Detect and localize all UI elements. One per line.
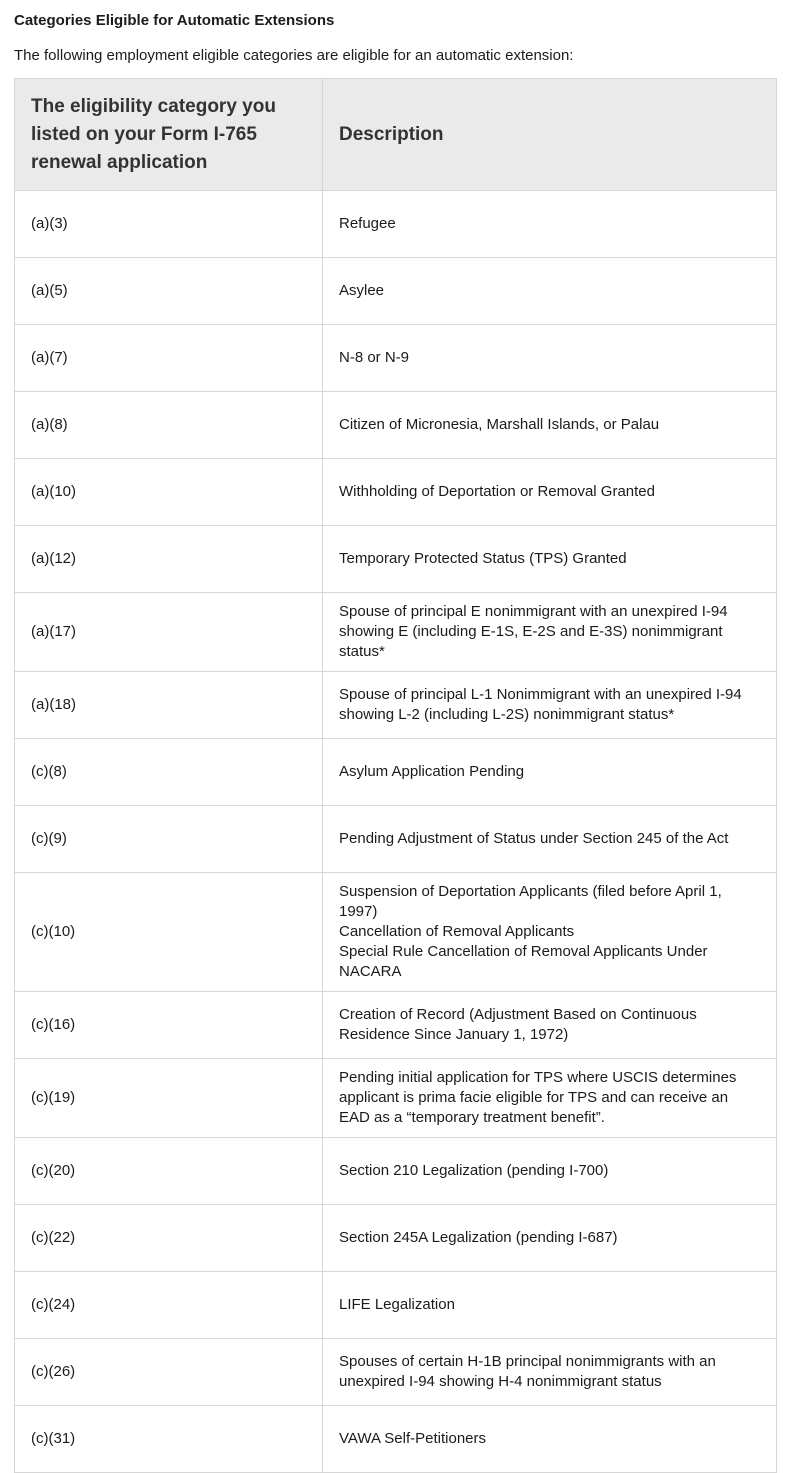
description-line: VAWA Self-Petitioners	[339, 1430, 486, 1447]
category-cell: (a)(5)	[15, 258, 323, 325]
category-cell: (a)(18)	[15, 672, 323, 739]
table-row	[15, 739, 777, 806]
table-row	[15, 1406, 777, 1473]
table-row	[15, 526, 777, 593]
table-body	[15, 191, 777, 1473]
table-row	[15, 1138, 777, 1205]
description-cell	[323, 392, 777, 459]
category-cell: (a)(8)	[15, 392, 323, 459]
description-cell	[323, 459, 777, 526]
table-row	[15, 873, 777, 992]
table-row	[15, 392, 777, 459]
header-description: Description	[323, 79, 777, 191]
table-header-row	[15, 79, 777, 191]
header-category: The eligibility category you listed on your Form I-765 renewal application	[15, 79, 323, 191]
table-row	[15, 806, 777, 873]
category-cell: (c)(26)	[15, 1339, 323, 1406]
category-cell: (c)(22)	[15, 1205, 323, 1272]
category-cell: (a)(3)	[15, 191, 323, 258]
eligibility-table	[14, 78, 777, 1473]
category-cell: (c)(8)	[15, 739, 323, 806]
description-line: LIFE Legalization	[339, 1296, 455, 1313]
description-line: Spouse of principal E nonimmigrant with an unexpired I-94 showing E (including E-1S, E-2S and E-3S) nonimmigrant status*	[339, 603, 728, 660]
table-row	[15, 191, 777, 258]
description-line: Spouses of certain H-1B principal nonimmigrants with an unexpired I-94 showing H-4 nonimmigrant status	[339, 1353, 716, 1390]
description-line: Asylee	[339, 282, 385, 299]
description-line: Spouse of principal L-1 Nonimmigrant with an unexpired I-94 showing L-2 (including L-2S) nonimmigrant status*	[339, 686, 742, 723]
table-row	[15, 1272, 777, 1339]
description-line: Special Rule Cancellation of Removal Applicants Under NACARA	[339, 943, 708, 980]
description-cell	[323, 258, 777, 325]
description-cell	[323, 191, 777, 258]
category-cell: (a)(17)	[15, 593, 323, 672]
table-row	[15, 459, 777, 526]
description-cell	[323, 593, 777, 672]
description-cell	[323, 1272, 777, 1339]
category-cell: (c)(16)	[15, 992, 323, 1059]
description-cell	[323, 1059, 777, 1138]
description-cell	[323, 806, 777, 873]
table-row	[15, 672, 777, 739]
description-line: Temporary Protected Status (TPS) Granted	[339, 550, 627, 567]
category-cell: (c)(10)	[15, 873, 323, 992]
table-row	[15, 1059, 777, 1138]
description-line: Asylum Application Pending	[339, 763, 525, 780]
table-row	[15, 992, 777, 1059]
description-cell	[323, 1205, 777, 1272]
description-line: Refugee	[339, 215, 396, 232]
description-cell	[323, 992, 777, 1059]
table-row	[15, 1339, 777, 1406]
description-line: Section 210 Legalization (pending I-700)	[339, 1162, 609, 1179]
description-cell	[323, 739, 777, 806]
description-cell	[323, 325, 777, 392]
category-cell: (c)(24)	[15, 1272, 323, 1339]
description-cell	[323, 873, 777, 992]
category-cell: (c)(19)	[15, 1059, 323, 1138]
category-cell: (a)(12)	[15, 526, 323, 593]
category-cell: (a)(7)	[15, 325, 323, 392]
description-line: Cancellation of Removal Applicants	[339, 923, 575, 940]
description-line: Section 245A Legalization (pending I-687)	[339, 1229, 618, 1246]
description-cell	[323, 1339, 777, 1406]
description-cell	[323, 526, 777, 593]
table-row	[15, 258, 777, 325]
description-line: Suspension of Deportation Applicants (filed before April 1, 1997)	[339, 883, 722, 920]
description-line: Citizen of Micronesia, Marshall Islands, or Palau	[339, 416, 660, 433]
description-line: Pending initial application for TPS where USCIS determines applicant is prima facie eligible for TPS and can receive an EAD as a “temporary treatment benefit”.	[339, 1069, 737, 1126]
description-line: N-8 or N-9	[339, 349, 410, 366]
description-cell	[323, 1406, 777, 1473]
category-cell: (a)(10)	[15, 459, 323, 526]
section-heading: Categories Eligible for Automatic Extensions	[14, 12, 335, 29]
intro-text: The following employment eligible categories are eligible for an automatic extension:	[14, 47, 574, 64]
description-cell	[323, 672, 777, 739]
category-cell: (c)(31)	[15, 1406, 323, 1473]
table-row	[15, 593, 777, 672]
description-cell	[323, 1138, 777, 1205]
category-cell: (c)(9)	[15, 806, 323, 873]
description-line: Pending Adjustment of Status under Section 245 of the Act	[339, 830, 729, 847]
category-cell: (c)(20)	[15, 1138, 323, 1205]
description-line: Creation of Record (Adjustment Based on Continuous Residence Since January 1, 1972)	[339, 1006, 697, 1043]
table-row	[15, 1205, 777, 1272]
description-line: Withholding of Deportation or Removal Granted	[339, 483, 655, 500]
table-row	[15, 325, 777, 392]
